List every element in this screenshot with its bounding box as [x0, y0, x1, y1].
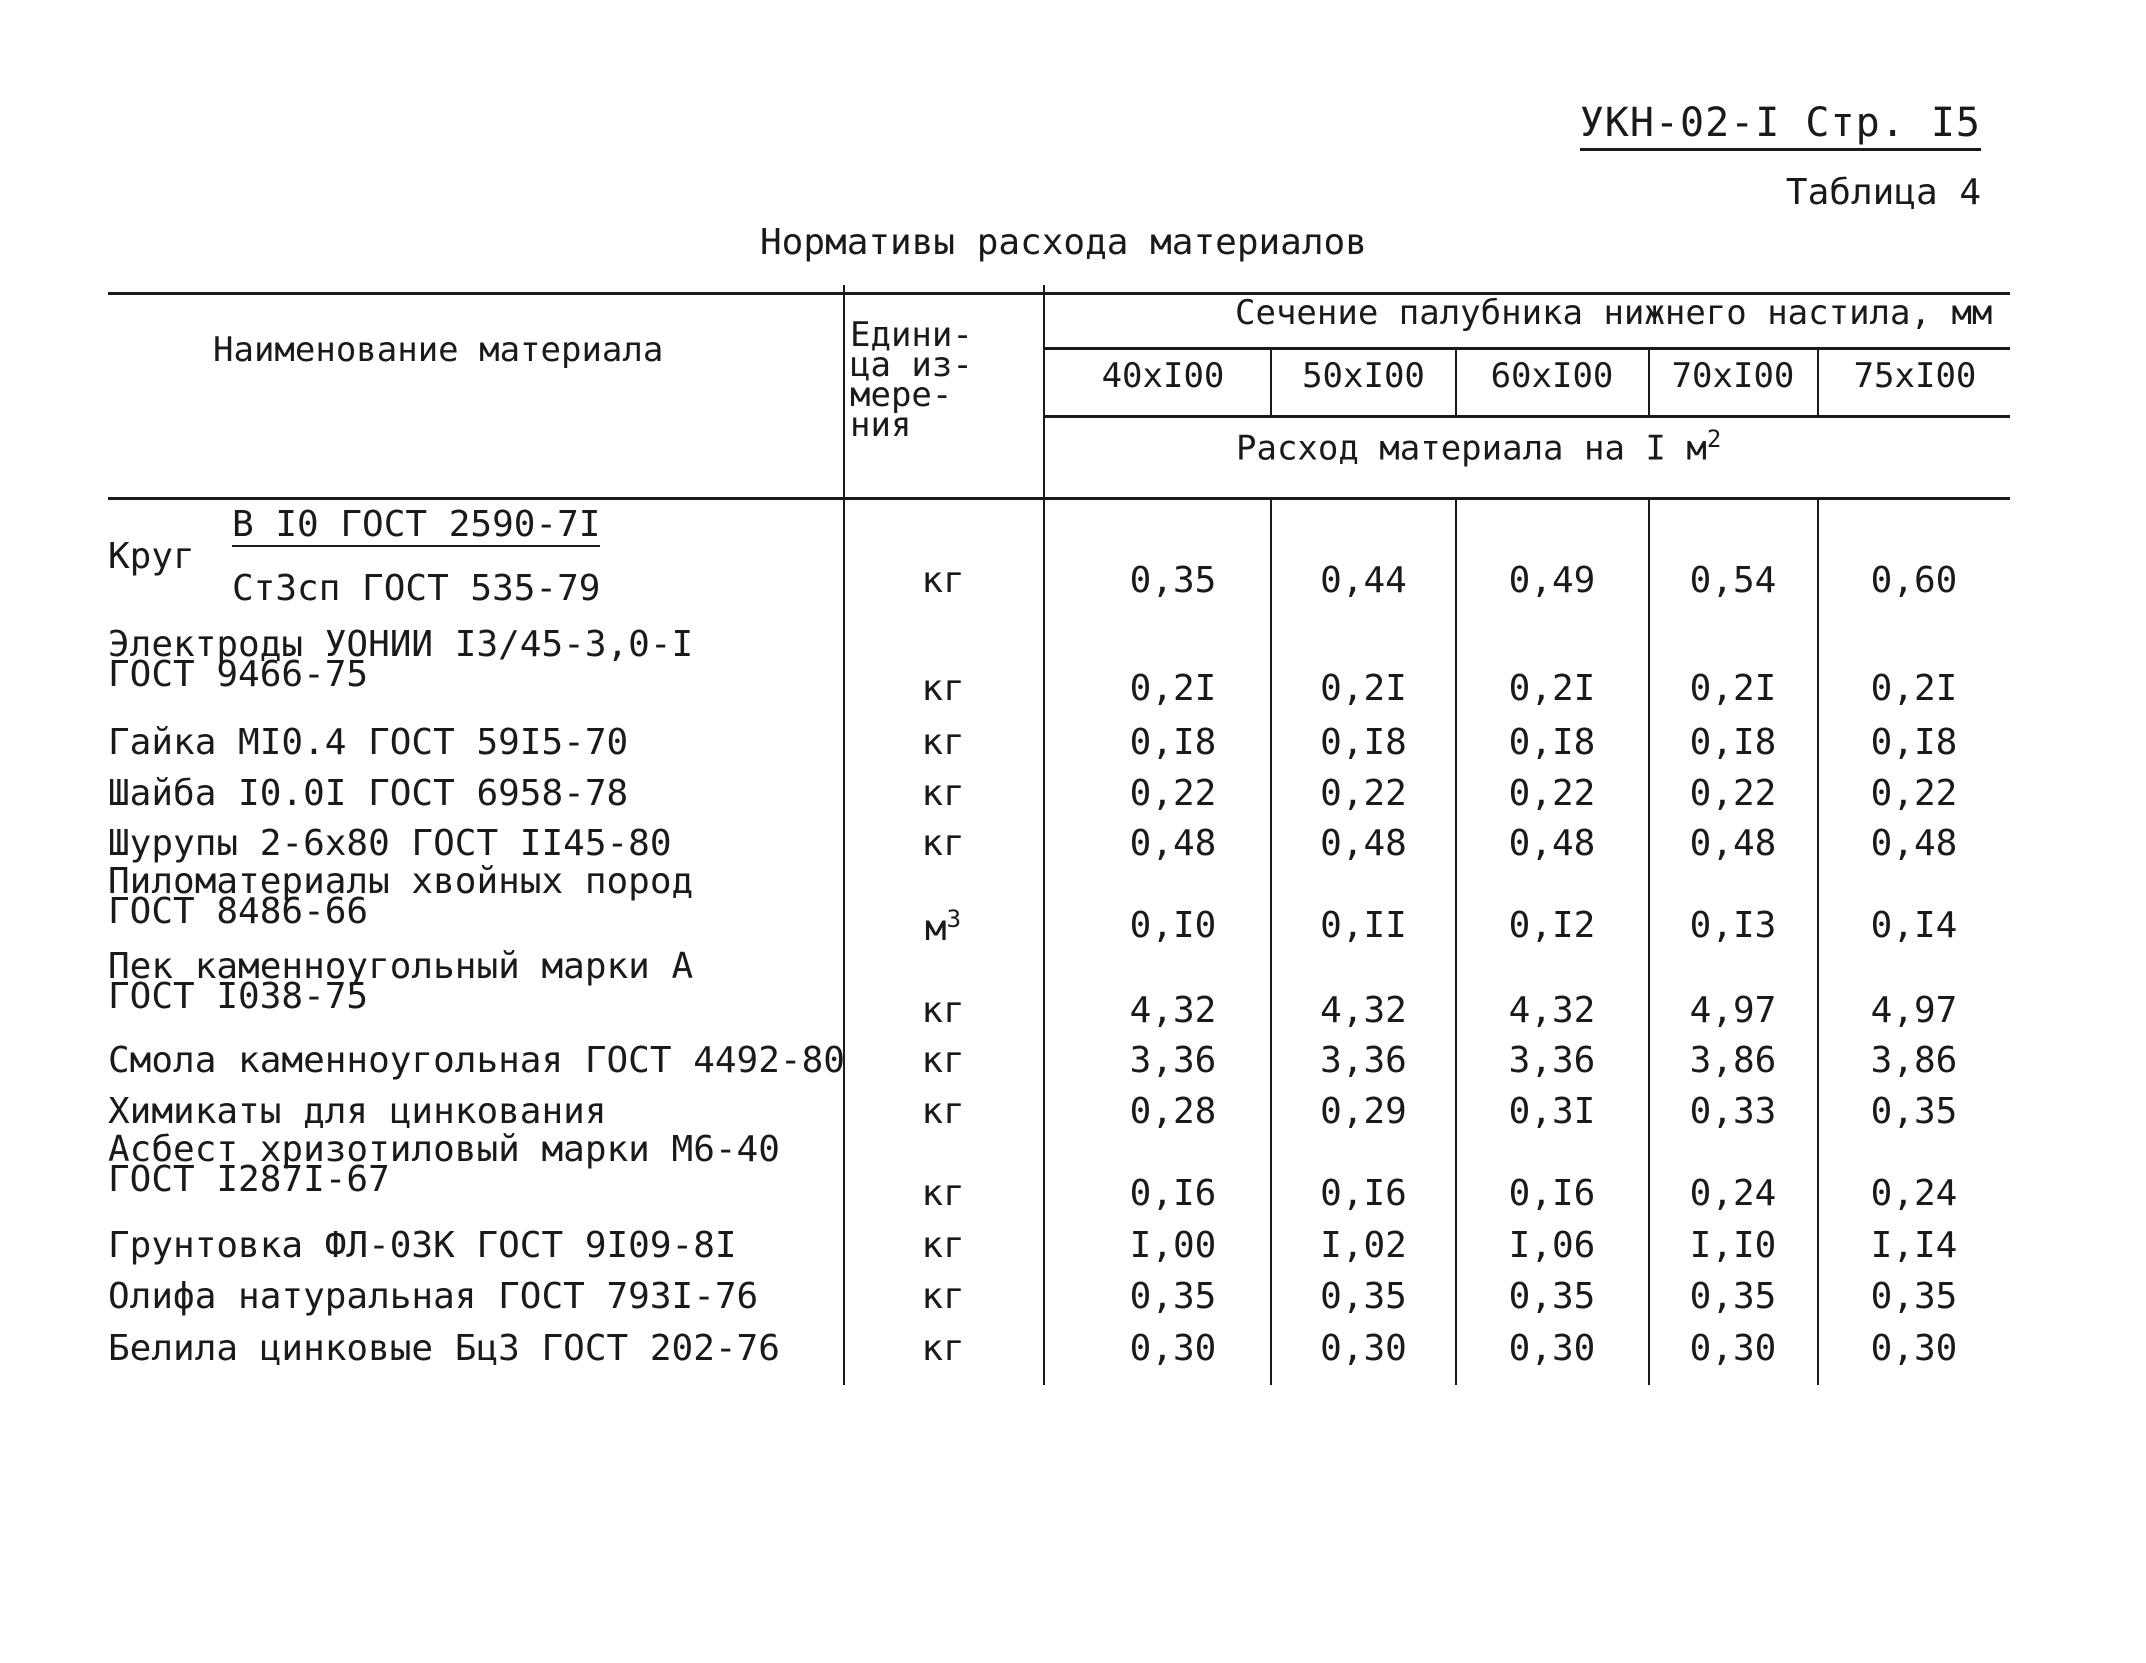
consumption-value: 0,I6	[1129, 1173, 1217, 1214]
sizes-rule	[1045, 415, 2010, 418]
consumption-value: 0,60	[1870, 560, 1958, 601]
consumption-value: 0,24	[1689, 1173, 1777, 1214]
unit-text: кг	[921, 1173, 965, 1214]
table-title: Нормативы расхода материалов	[760, 222, 1367, 263]
consumption-value: 0,2I	[1689, 668, 1777, 709]
section-header: Сечение палубника нижнего настила, мм	[1235, 293, 1993, 333]
unit-text: кг	[921, 773, 965, 814]
consumption-value: 3,86	[1870, 1040, 1958, 1081]
consumption-value: I,00	[1129, 1225, 1217, 1266]
consumption-value: 0,48	[1508, 823, 1596, 864]
consumption-value: 3,36	[1508, 1040, 1596, 1081]
material-name: Пиломатериалы хвойных пород	[108, 861, 694, 902]
unit-text: кг	[921, 1040, 965, 1081]
consumption-value: 0,48	[1320, 823, 1407, 864]
unit-cell	[848, 1328, 1038, 1369]
unit-text: кг	[921, 1225, 965, 1266]
material-name: Химикаты для цинкования	[108, 1091, 607, 1132]
col-divider-name-unit	[843, 285, 845, 1385]
material-name: Смола каменноугольная ГОСТ 4492-80	[108, 1040, 845, 1081]
column-header-unit-line: Едини-	[850, 315, 973, 355]
unit-text: кг	[921, 722, 965, 763]
consumption-value: 3,36	[1129, 1040, 1217, 1081]
consumption-value: 0,24	[1870, 1173, 1958, 1214]
material-name: Асбест хризотиловый марки М6-40	[108, 1129, 780, 1170]
unit-cell	[848, 905, 1038, 949]
consumption-value: 0,35	[1870, 1091, 1958, 1132]
unit-text: кг	[921, 1276, 965, 1317]
unit-text: кг	[921, 990, 965, 1031]
consumption-value: 0,33	[1689, 1091, 1777, 1132]
unit-cell	[848, 668, 1038, 709]
consumption-value: 0,II	[1320, 905, 1407, 946]
material-name-standard: ГОСТ 8486-66	[108, 891, 369, 932]
material-name-standard: ГОСТ I038-75	[108, 976, 369, 1017]
unit-cell	[848, 773, 1038, 814]
consumption-value: 0,22	[1129, 773, 1217, 814]
consumption-value: 0,44	[1320, 560, 1407, 601]
consumption-value: 0,35	[1129, 560, 1217, 601]
material-name: Белила цинковые БцЗ ГОСТ 202-76	[108, 1328, 780, 1369]
table-number: Таблица 4	[1785, 172, 1981, 213]
unit-text: кг	[921, 1328, 965, 1369]
consumption-value: 0,22	[1320, 773, 1407, 814]
column-header-unit-line: ца из-	[850, 345, 973, 385]
section-size-header: 50xI00	[1302, 356, 1425, 396]
unit-cell	[848, 560, 1038, 601]
unit-text: кг	[921, 560, 965, 601]
unit-cell	[848, 1276, 1038, 1317]
consumption-value: 0,48	[1689, 823, 1777, 864]
consumption-value: 0,28	[1129, 1091, 1217, 1132]
consumption-value: I,I0	[1689, 1225, 1777, 1266]
consumption-header	[1236, 425, 1721, 468]
material-name-prefix: Круг	[108, 536, 195, 577]
page-reference: УКН-02-I Стр. I5	[1580, 100, 1981, 151]
consumption-value: 0,I0	[1129, 905, 1217, 946]
section-size-header: 70xI00	[1671, 356, 1795, 396]
material-name: Олифа натуральная ГОСТ 793I-76	[108, 1276, 759, 1317]
col-divider-unit-values	[1043, 285, 1045, 1385]
consumption-value: 0,30	[1689, 1328, 1777, 1369]
material-name-denominator: Ст3сп ГОСТ 535-79	[232, 568, 601, 609]
column-header-unit-line: мере-	[850, 375, 953, 415]
consumption-value: 0,2I	[1870, 668, 1958, 709]
unit-cell	[848, 1040, 1038, 1081]
consumption-value: 3,86	[1689, 1040, 1777, 1081]
material-name: Шурупы 2-6x80 ГОСТ II45-80	[108, 823, 672, 864]
consumption-header-text: Расход материала на I м	[1236, 428, 1707, 469]
consumption-value: I,06	[1508, 1225, 1596, 1266]
material-name: Шайба I0.0I ГОСТ 6958-78	[108, 773, 629, 814]
column-header-unit	[850, 315, 973, 445]
consumption-value: 0,35	[1689, 1276, 1777, 1317]
consumption-value: 0,I8	[1870, 722, 1958, 763]
consumption-value: 0,I8	[1689, 722, 1777, 763]
consumption-header-sup: 2	[1706, 425, 1722, 453]
unit-cell	[848, 823, 1038, 864]
consumption-value: 4,97	[1689, 990, 1777, 1031]
consumption-value: 0,54	[1689, 560, 1777, 601]
section-size-header: 75xI00	[1853, 356, 1977, 396]
consumption-value: 0,30	[1320, 1328, 1407, 1369]
unit-cell	[848, 1091, 1038, 1132]
consumption-value: 0,22	[1508, 773, 1596, 814]
consumption-value: 0,I8	[1129, 722, 1217, 763]
unit-cell	[848, 990, 1038, 1031]
consumption-value: 4,97	[1870, 990, 1958, 1031]
unit-text: кг	[921, 1091, 965, 1132]
consumption-value: 0,35	[1129, 1276, 1217, 1317]
consumption-value: 3,36	[1320, 1040, 1407, 1081]
section-size-header: 40xI00	[1101, 356, 1225, 396]
consumption-value: 0,I4	[1870, 905, 1958, 946]
material-name-standard: ГОСТ I287I-67	[108, 1159, 390, 1200]
consumption-value: 0,29	[1320, 1091, 1407, 1132]
unit-superscript: 3	[946, 905, 962, 933]
consumption-value: 0,I6	[1508, 1173, 1596, 1214]
consumption-value: I,02	[1320, 1225, 1407, 1266]
material-name: Электроды УОНИИ I3/45-3,0-I	[108, 624, 694, 665]
consumption-value: 0,35	[1508, 1276, 1596, 1317]
consumption-value: 0,49	[1508, 560, 1596, 601]
consumption-value: 0,22	[1689, 773, 1777, 814]
consumption-value: 0,30	[1870, 1328, 1958, 1369]
unit-text: кг	[921, 823, 965, 864]
consumption-value: 0,35	[1320, 1276, 1407, 1317]
consumption-value: 0,48	[1870, 823, 1958, 864]
material-name: Пек каменноугольный марки А	[108, 946, 694, 987]
material-name: Гайка MI0.4 ГОСТ 59I5-70	[108, 722, 629, 763]
consumption-value: 4,32	[1320, 990, 1407, 1031]
unit-cell	[848, 722, 1038, 763]
consumption-value: 0,22	[1870, 773, 1958, 814]
col-divider-size-header-4	[1817, 350, 1819, 417]
material-name-numerator: В I0 ГОСТ 2590-7I	[232, 504, 601, 545]
material-name-standard: ГОСТ 9466-75	[108, 654, 369, 695]
consumption-value: 0,3I	[1508, 1091, 1596, 1132]
consumption-value: 0,2I	[1129, 668, 1217, 709]
consumption-value: 0,I8	[1508, 722, 1596, 763]
consumption-value: I,I4	[1870, 1225, 1958, 1266]
unit-text: кг	[921, 668, 965, 709]
column-header-unit-line: ния	[850, 405, 912, 445]
section-size-header: 60xI00	[1490, 356, 1614, 396]
section-header-rule	[1045, 347, 2010, 350]
consumption-value: 0,I3	[1689, 905, 1777, 946]
consumption-value: 4,32	[1508, 990, 1596, 1031]
consumption-value: 0,I8	[1320, 722, 1407, 763]
consumption-value: 0,2I	[1320, 668, 1407, 709]
unit-cell	[848, 1225, 1038, 1266]
consumption-value: 0,35	[1870, 1276, 1958, 1317]
column-header-material-name: Наименование материала	[213, 330, 664, 370]
material-name: Грунтовка ФЛ-03К ГОСТ 9I09-8I	[108, 1225, 737, 1266]
unit-text: м	[924, 908, 947, 949]
unit-cell	[848, 1173, 1038, 1214]
consumption-value: 0,I2	[1508, 905, 1596, 946]
consumption-value: 4,32	[1129, 990, 1217, 1031]
consumption-value: 0,30	[1508, 1328, 1596, 1369]
header-bottom-rule	[108, 497, 2010, 500]
consumption-value: 0,30	[1129, 1328, 1217, 1369]
consumption-value: 0,48	[1129, 823, 1217, 864]
consumption-value: 0,I6	[1320, 1173, 1407, 1214]
consumption-value: 0,2I	[1508, 668, 1596, 709]
